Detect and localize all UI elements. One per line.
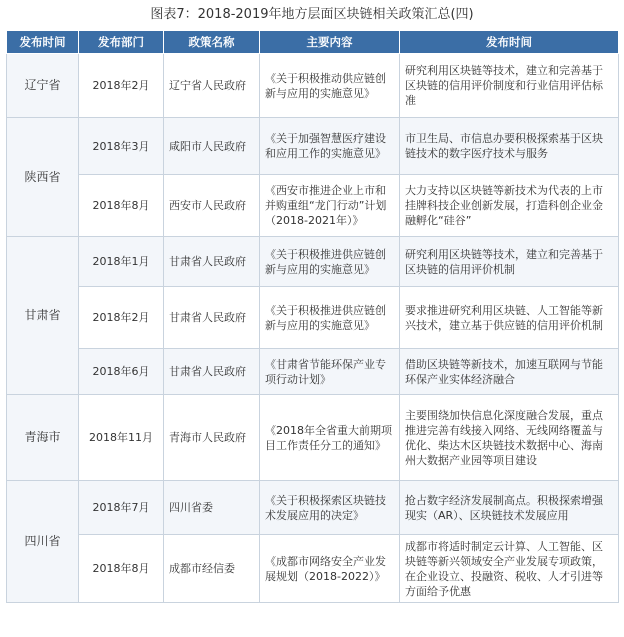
doc-cell: 《关于加强智慧医疗建设和应用工作的实施意见》 — [260, 118, 400, 175]
content-cell: 成都市将适时制定云计算、人工智能、区块链等新兴领域安全产业发展专项政策，在企业设立、投融资、税收、人才引进等方面给予优惠 — [400, 535, 619, 603]
header-cell: 发布时间 — [400, 31, 619, 54]
date-cell: 2018年2月 — [79, 287, 164, 349]
province-cell: 青海市 — [7, 395, 79, 481]
table-row — [7, 237, 619, 287]
org-cell: 青海市人民政府 — [164, 395, 260, 481]
content-cell: 借助区块链等新技术，加速互联网与节能环保产业实体经济融合 — [400, 349, 619, 395]
table-row — [7, 535, 619, 603]
content-cell: 市卫生局、市信息办要积极探索基于区块链技术的数字医疗技术与服务 — [400, 118, 619, 175]
policy-table — [6, 30, 619, 603]
province-cell: 陕西省 — [7, 118, 79, 237]
header-row — [7, 31, 619, 54]
org-cell: 甘肃省人民政府 — [164, 349, 260, 395]
org-cell: 甘肃省人民政府 — [164, 287, 260, 349]
doc-cell: 《关于积极推进供应链创新与应用的实施意见》 — [260, 287, 400, 349]
org-cell: 辽宁省人民政府 — [164, 54, 260, 118]
table-row — [7, 54, 619, 118]
province-cell: 甘肃省 — [7, 237, 79, 395]
header-cell: 政策名称 — [164, 31, 260, 54]
date-cell: 2018年6月 — [79, 349, 164, 395]
content-cell: 大力支持以区块链等新技术为代表的上市挂牌科技企业创新发展，打造科创企业金融孵化“硅谷” — [400, 175, 619, 237]
doc-cell: 《成都市网络安全产业发展规划（2018-2022）》 — [260, 535, 400, 603]
table-row — [7, 349, 619, 395]
date-cell: 2018年11月 — [79, 395, 164, 481]
content-cell: 主要围绕加快信息化深度融合发展，重点推进完善有线接入网络、无线网络覆盖与优化、柴达木区块链技术数据中心、海南州大数据产业园等项目建设 — [400, 395, 619, 481]
table-title: 图表7：2018-2019年地方层面区块链相关政策汇总(四) — [150, 7, 474, 22]
province-cell: 四川省 — [7, 481, 79, 603]
header-cell: 主要内容 — [260, 31, 400, 54]
date-cell: 2018年3月 — [79, 118, 164, 175]
content-cell: 抢占数字经济发展制高点。积极探索增强现实（AR）、区块链技术发展应用 — [400, 481, 619, 535]
table-row — [7, 395, 619, 481]
header-cell: 发布部门 — [79, 31, 164, 54]
doc-cell: 《甘肃省节能环保产业专项行动计划》 — [260, 349, 400, 395]
table-row — [7, 481, 619, 535]
org-cell: 成都市经信委 — [164, 535, 260, 603]
table-row — [7, 175, 619, 237]
table-row — [7, 118, 619, 175]
doc-cell: 《关于积极探索区块链技术发展应用的决定》 — [260, 481, 400, 535]
content-cell: 要求推进研究利用区块链、人工智能等新兴技术，建立基于供应链的信用评价机制 — [400, 287, 619, 349]
org-cell: 西安市人民政府 — [164, 175, 260, 237]
content-cell: 研究利用区块链等技术，建立和完善基于区块链的信用评价制度和行业信用评估标准 — [400, 54, 619, 118]
province-cell: 辽宁省 — [7, 54, 79, 118]
org-cell: 咸阳市人民政府 — [164, 118, 260, 175]
date-cell: 2018年8月 — [79, 175, 164, 237]
content-cell: 研究利用区块链等技术，建立和完善基于区块链的信用评价机制 — [400, 237, 619, 287]
date-cell: 2018年1月 — [79, 237, 164, 287]
org-cell: 四川省委 — [164, 481, 260, 535]
header-cell: 发布时间 — [7, 31, 79, 54]
date-cell: 2018年7月 — [79, 481, 164, 535]
doc-cell: 《2018年全省重大前期项目工作责任分工的通知》 — [260, 395, 400, 481]
doc-cell: 《关于积极推进供应链创新与应用的实施意见》 — [260, 237, 400, 287]
doc-cell: 《西安市推进企业上市和并购重组“龙门行动”计划（2018-2021年）》 — [260, 175, 400, 237]
doc-cell: 《关于积极推动供应链创新与应用的实施意见》 — [260, 54, 400, 118]
date-cell: 2018年2月 — [79, 54, 164, 118]
org-cell: 甘肃省人民政府 — [164, 237, 260, 287]
table-row — [7, 287, 619, 349]
date-cell: 2018年8月 — [79, 535, 164, 603]
